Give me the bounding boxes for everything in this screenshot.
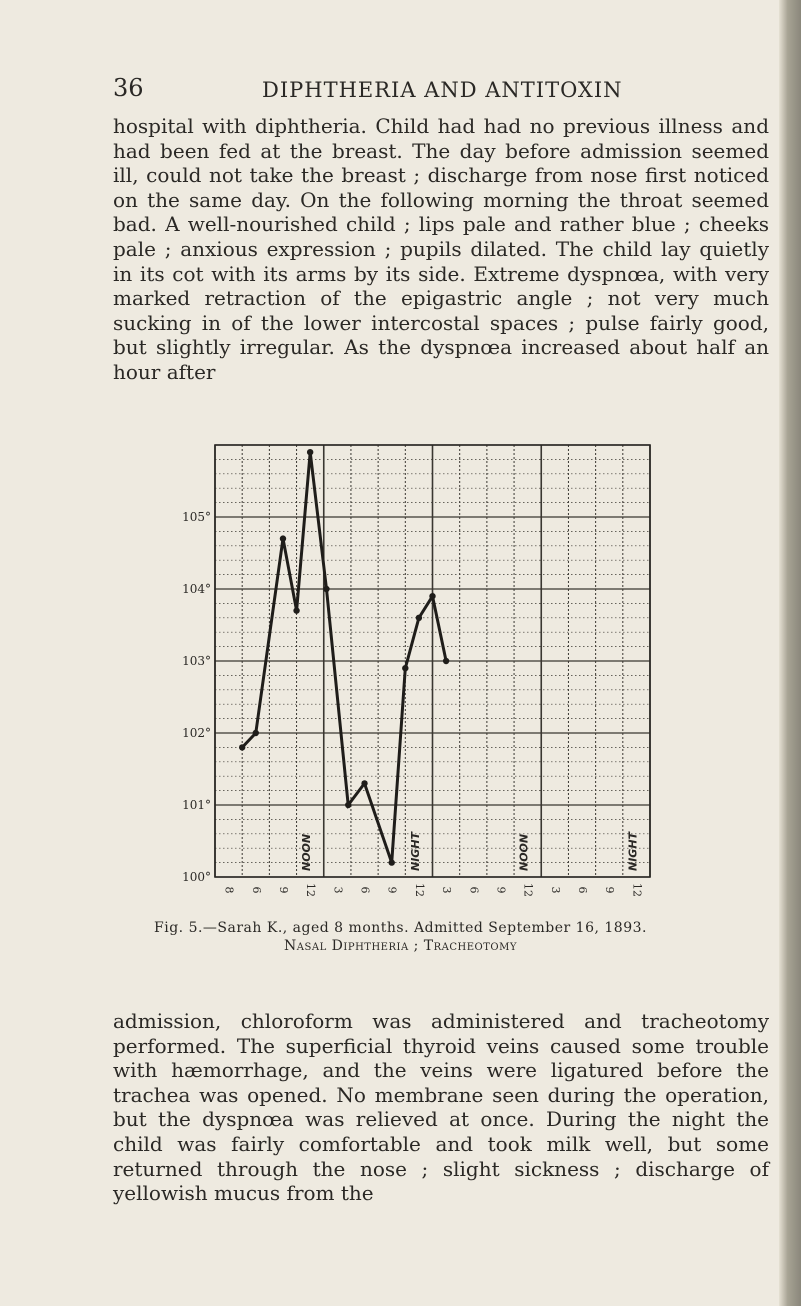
x-tick-label: 3 [440, 886, 454, 894]
page-edge [779, 0, 801, 1306]
temperature-chart [120, 435, 680, 915]
paragraph-2: admission, chloroform was administered and tracheotomy performed. The superficial thyroid veins caused some trouble with hæmorrhage, and the veins were ligatured before the trachea was opened. No membrane seen during the operation, but the dyspnœa was relieved at once. During the night the child was fairly comfortable and took milk well, but some returned through the nose ; slight sickness ; discharge of yellowish mucus from the [113, 1009, 769, 1206]
x-tick-label: 9 [276, 886, 290, 894]
x-tick-label: 12 [521, 883, 535, 897]
temperature-point [402, 665, 408, 671]
temperature-points [239, 449, 449, 866]
x-tick-label: 9 [603, 886, 617, 894]
figure-caption: Fig. 5.—Sarah K., aged 8 months. Admitted September 16, 1893. [154, 920, 647, 936]
paragraph-1: hospital with diphtheria. Child had had no previous illness and had been fed at the breast. The day before admission seemed ill, could not take the breast ; discharge from nose first noticed on the same day. On the following morning the throat seemed bad. A well-nourished child ; lips pale and rather blue ; cheeks pale ; anxious expression ; pupils dilated. The child lay quietly in its cot with its arms by its side. Extreme dyspnœa, with very marked retraction of the epigastric angle ; not very much sucking in of the lower intercostal spaces ; pulse fairly good, but slightly irregular. As the dyspnœa increased about half an hour after [113, 114, 769, 384]
temperature-point [429, 593, 435, 599]
running-head: DIPHTHERIA AND ANTITOXIN [262, 78, 623, 102]
y-tick-label: 105° [182, 510, 211, 524]
temperature-point [389, 859, 395, 865]
temperature-point [307, 449, 313, 455]
x-tick-label: 6 [249, 886, 263, 894]
y-tick-label: 101° [182, 798, 211, 812]
x-tick-label: 9 [494, 886, 508, 894]
x-tick-label: 6 [467, 886, 481, 894]
temperature-point [280, 535, 286, 541]
x-tick-label: 12 [304, 883, 318, 897]
temperature-line [242, 452, 446, 862]
temperature-point [361, 780, 367, 786]
y-tick-label: 104° [182, 582, 211, 596]
figure-subcaption: Nasal Diphtheria ; Tracheotomy [284, 938, 517, 954]
column-marker-label: NIGHT [626, 831, 640, 871]
x-tick-label: 6 [358, 886, 372, 894]
x-axis-labels [223, 883, 644, 897]
x-tick-label: 3 [331, 886, 345, 894]
temperature-point [253, 730, 259, 736]
column-marker-label: NOON [517, 833, 531, 871]
x-tick-label: 12 [412, 883, 426, 897]
temperature-point [239, 744, 245, 750]
page-number: 36 [113, 74, 144, 102]
temperature-point [293, 607, 299, 613]
column-marker-label: NIGHT [408, 831, 422, 871]
y-axis-labels [182, 510, 211, 884]
chart-grid [215, 445, 650, 877]
y-tick-label: 103° [182, 654, 211, 668]
x-tick-label: 9 [385, 886, 399, 894]
y-tick-label: 102° [182, 726, 211, 740]
temperature-point [323, 586, 329, 592]
column-marker-label: NOON [300, 833, 314, 871]
temperature-point [416, 615, 422, 621]
y-tick-label: 100° [182, 870, 211, 884]
x-tick-label: 8 [222, 886, 236, 894]
temperature-point [345, 802, 351, 808]
x-tick-label: 6 [576, 886, 590, 894]
x-tick-label: 3 [548, 886, 562, 894]
x-tick-label: 12 [630, 883, 644, 897]
temperature-point [443, 658, 449, 664]
